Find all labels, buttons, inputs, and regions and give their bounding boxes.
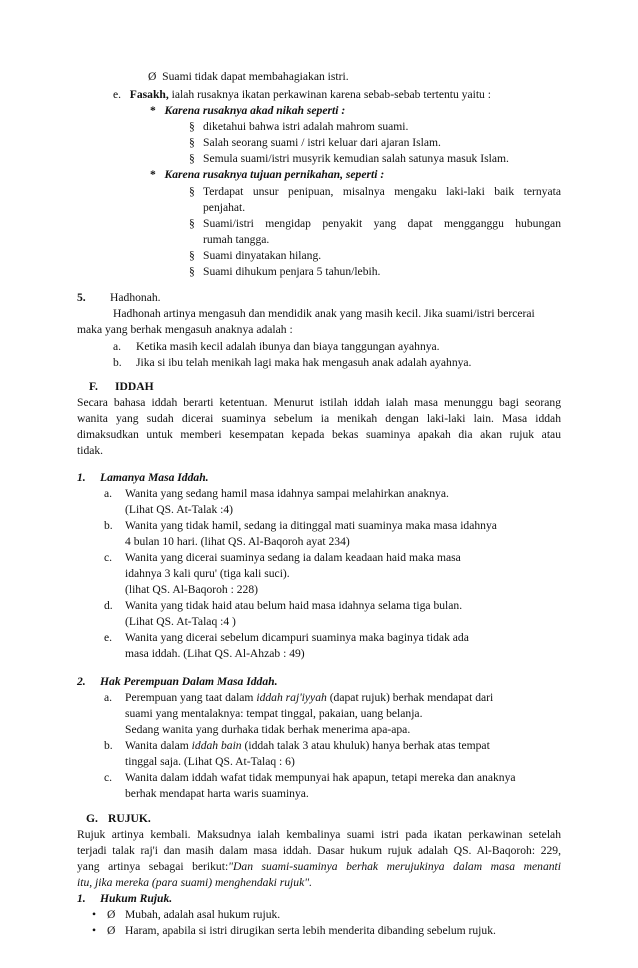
list-item: § Terdapat unsur penipuan, misalnya mengaku laki-laki baik ternyata bbox=[189, 185, 561, 198]
list-item-cont: suami yang mentalaknya: tempat tinggal, pakaian, uang belanja. bbox=[125, 707, 423, 720]
list-item-cont: (Lihat QS. At-Talaq :4 ) bbox=[125, 615, 236, 628]
list-item: § Semula suami/istri musyrik kemudian salah satunya masuk Islam. bbox=[189, 152, 509, 165]
list-item: e. Fasakh, ialah rusaknya ikatan perkawinan karena sebab-sebab tertentu yaitu : bbox=[113, 88, 491, 101]
arrow-bullet-icon: Ø bbox=[148, 70, 157, 83]
bullet-icon: • bbox=[92, 908, 97, 921]
subsection-heading: 2. Hak Perempuan Dalam Masa Iddah. bbox=[77, 675, 278, 688]
list-item: § Suami dinyatakan hilang. bbox=[189, 249, 322, 262]
paragraph-line: Rujuk artinya kembali. Maksudnya ialah kembalinya suami istri pada ikatan perkawinan setelah bbox=[77, 828, 561, 841]
section-icon: § bbox=[189, 265, 195, 278]
list-item: b. Jika si ibu telah menikah lagi maka hak mengasuh anak adalah ayahnya. bbox=[113, 356, 472, 369]
subheading: * Karena rusaknya akad nikah seperti : bbox=[150, 104, 346, 117]
paragraph-line: tidak. bbox=[77, 444, 104, 457]
list-item-cont: Sedang wanita yang durhaka tidak berhak menerima apa-apa. bbox=[125, 723, 411, 736]
section-icon: § bbox=[189, 217, 195, 230]
section-heading: 5. Hadhonah. bbox=[77, 291, 161, 304]
list-item: d. Wanita yang tidak haid atau belum haid masa idahnya selama tiga bulan. bbox=[104, 599, 463, 612]
section-heading: F. IDDAH bbox=[89, 380, 154, 393]
list-item: Ø Suami tidak dapat membahagiakan istri. bbox=[148, 70, 349, 83]
list-item: c. Wanita yang dicerai suaminya sedang ia dalam keadaan haid maka masa bbox=[104, 551, 461, 564]
list-item: b. Wanita yang tidak hamil, sedang ia ditinggal mati suaminya maka masa idahnya bbox=[104, 519, 497, 532]
subsection-heading: 1. Hukum Rujuk. bbox=[77, 892, 173, 905]
paragraph-line: yang artinya sebagai berikut:"Dan suami-suaminya berhak merujukinya dalam masa menanti bbox=[77, 860, 561, 873]
list-item-cont: (Lihat QS. At-Talak :4) bbox=[125, 503, 234, 516]
list-item: c. Wanita dalam iddah wafat tidak mempunyai hak apapun, tetapi mereka dan anaknya bbox=[104, 771, 516, 784]
list-item: • Ø Haram, apabila si istri dirugikan serta lebih menderita dibanding sebelum rujuk. bbox=[92, 924, 496, 937]
paragraph-line: dimaksudkan untuk memberi kesempatan kepada bekas suaminya apakah dia akan rujuk atau bbox=[77, 428, 561, 441]
bullet-icon: • bbox=[92, 924, 97, 937]
list-item: § Suami/istri mengidap penyakit yang dapat mengganggu hubungan bbox=[189, 217, 561, 230]
paragraph-line: itu, jika mereka (para suami) menghendaki rujuk". bbox=[77, 876, 312, 889]
section-heading: G. RUJUK. bbox=[86, 812, 151, 825]
arrow-bullet-icon: Ø bbox=[107, 908, 116, 921]
list-item: § diketahui bahwa istri adalah mahrom suami. bbox=[189, 120, 409, 133]
list-item-cont: rumah tangga. bbox=[203, 233, 270, 246]
paragraph-line: Hadhonah artinya mengasuh dan mendidik anak yang masih kecil. Jika suami/istri bercerai bbox=[113, 307, 535, 320]
list-item: e. Wanita yang dicerai sebelum dicampuri suaminya maka baginya tidak ada bbox=[104, 631, 469, 644]
paragraph-line: Secara bahasa iddah berarti ketentuan. Menurut istilah iddah ialah masa menunggu bagi seorang bbox=[77, 396, 561, 409]
list-item: a. Perempuan yang taat dalam iddah raj'iyyah (dapat rujuk) berhak mendapat dari bbox=[104, 691, 494, 704]
list-item: a. Wanita yang sedang hamil masa idahnya sampai melahirkan anaknya. bbox=[104, 487, 449, 500]
list-item: § Suami dihukum penjara 5 tahun/lebih. bbox=[189, 265, 381, 278]
arrow-bullet-icon: Ø bbox=[107, 924, 116, 937]
paragraph-line: maka yang berhak mengasuh anaknya adalah : bbox=[77, 323, 293, 336]
list-item-cont: 4 bulan 10 hari. (lihat QS. Al-Baqoroh ayat 234) bbox=[125, 535, 350, 548]
section-icon: § bbox=[189, 136, 195, 149]
section-icon: § bbox=[189, 249, 195, 262]
list-item-cont: berhak mendapat harta waris suaminya. bbox=[125, 787, 309, 800]
section-icon: § bbox=[189, 185, 195, 198]
list-item: § Salah seorang suami / istri keluar dari ajaran Islam. bbox=[189, 136, 441, 149]
list-item-cont: idahnya 3 kali quru' (tiga kali suci). bbox=[125, 567, 290, 580]
section-icon: § bbox=[189, 152, 195, 165]
paragraph-line: terjadi talak raj'i dan masih dalam masa iddah. Dasar hukum rujuk adalah QS. Al-Baqoroh: 229, bbox=[77, 844, 561, 857]
list-item-cont: tinggal saja. (Lihat QS. At-Talaq : 6) bbox=[125, 755, 295, 768]
list-item: b. Wanita dalam iddah bain (iddah talak 3 atau khuluk) hanya berhak atas tempat bbox=[104, 739, 490, 752]
asterisk-icon: * bbox=[150, 104, 156, 117]
asterisk-icon: * bbox=[150, 168, 156, 181]
list-item-cont: (lihat QS. Al-Baqoroh : 228) bbox=[125, 583, 258, 596]
paragraph-line: wanita yang sudah dicerai suaminya sebelum ia menikah dengan laki-laki lain. Masa iddah bbox=[77, 412, 561, 425]
subsection-heading: 1. Lamanya Masa Iddah. bbox=[77, 471, 209, 484]
list-item: • Ø Mubah, adalah asal hukum rujuk. bbox=[92, 908, 281, 921]
subheading: * Karena rusaknya tujuan pernikahan, seperti : bbox=[150, 168, 385, 181]
list-item: a. Ketika masih kecil adalah ibunya dan biaya tanggungan ayahnya. bbox=[113, 340, 440, 353]
section-icon: § bbox=[189, 120, 195, 133]
list-item-cont: masa iddah. (Lihat QS. Al-Ahzab : 49) bbox=[125, 647, 305, 660]
list-item-cont: penjahat. bbox=[203, 201, 246, 214]
